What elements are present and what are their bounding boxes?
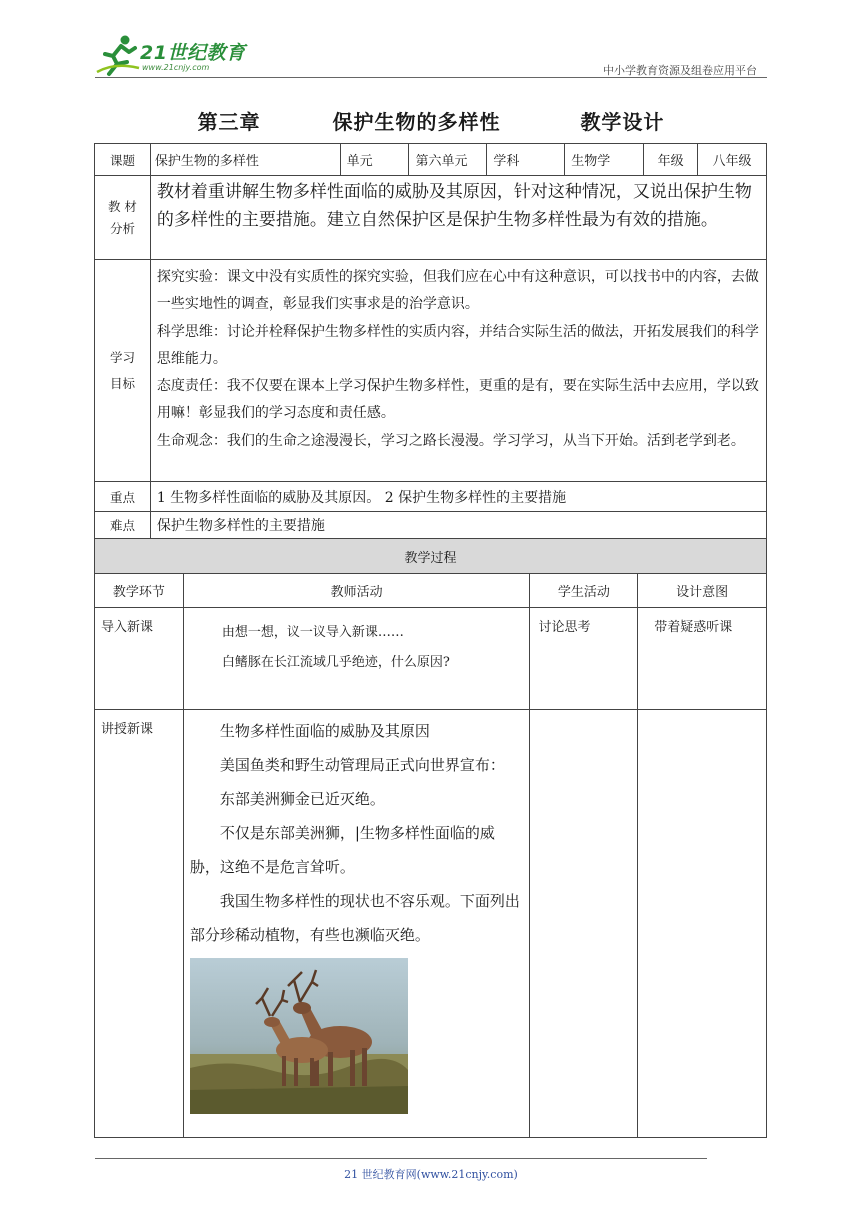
lecture-stage: 讲授新课 xyxy=(95,710,184,1138)
topic-value: 保护生物的多样性 xyxy=(150,144,340,176)
lecture-paragraph: 美国鱼类和野生动管理局正式向世界宣布： xyxy=(219,756,505,774)
platform-name: 中小学教育资源及组卷应用平台 xyxy=(603,64,757,77)
intro-teacher-line: 白鳍豚在长江流域几乎绝迹，什么原因? xyxy=(221,655,450,670)
key-points-text: 1 生物多样性面临的威胁及其原因。 2 保护生物多样性的主要措施 xyxy=(150,482,766,512)
title-chapter: 第三章 xyxy=(197,110,261,134)
key-points-label: 重点 xyxy=(95,482,151,512)
title-topic: 保护生物的多样性 xyxy=(332,110,501,134)
topic-label: 课题 xyxy=(95,144,151,176)
footer-divider xyxy=(95,1158,707,1159)
process-title: 教学过程 xyxy=(95,539,767,574)
lecture-student xyxy=(530,710,638,1138)
process-table xyxy=(94,538,767,1138)
runner-logo-icon xyxy=(95,32,141,78)
grade-value: 八年级 xyxy=(698,144,767,176)
lecture-paragraph: 我国生物多样性的现状也不容乐观。下面列出部分珍稀动植物，有些也濒临灭绝。 xyxy=(189,892,520,944)
page-footer: 21 世纪教育网(www.21cnjy.com) xyxy=(344,1168,518,1181)
column-header-intent: 设计意图 xyxy=(638,574,767,608)
goal-item: 探究实验：课文中没有实质性的探究实验，但我们应在心中有这种意识，可以找书中的内容，去做一些实地性的调查，彰显我们实事求是的治学意识。 xyxy=(156,269,759,313)
logo-text: 21世纪教育 xyxy=(140,42,246,64)
deer-photo xyxy=(190,958,408,1114)
unit-value: 第六单元 xyxy=(409,144,487,176)
intro-teacher xyxy=(183,608,530,710)
goal-item: 生命观念：我们的生命之途漫漫长，学习之路长漫漫。学习学习，从当下开始。活到老学到老。 xyxy=(156,432,745,449)
difficulty-text: 保护生物多样性的主要措施 xyxy=(150,512,766,539)
column-header-stage: 教学环节 xyxy=(95,574,184,608)
logo xyxy=(95,32,275,78)
analysis-text: 教材着重讲解生物多样性面临的威胁及其原因，针对这种情况，又说出保护生物的多样性的主要措施。建立自然保护区是保护生物多样性最为有效的措施。 xyxy=(150,176,766,260)
subject-value: 生物学 xyxy=(565,144,644,176)
document-title xyxy=(95,106,767,135)
lecture-paragraph: 生物多样性面临的威胁及其原因 xyxy=(219,722,430,740)
lecture-teacher xyxy=(183,710,530,1138)
lecture-paragraph: 不仅是东部美洲狮，|生物多样性面临的威胁，这绝不是危言耸听。 xyxy=(189,824,495,876)
lesson-info-table xyxy=(94,143,767,539)
lecture-intent xyxy=(638,710,767,1138)
intro-student: 讨论思考 xyxy=(530,608,638,710)
goal-item: 科学思维：讨论并栓释保护生物多样性的实质内容，并结合实际生活的做法，开拓发展我们的科学思维能力。 xyxy=(156,323,759,367)
lecture-paragraph: 东部美洲狮金已近灭绝。 xyxy=(219,790,385,808)
title-design: 教学设计 xyxy=(580,110,665,134)
analysis-label: 教 材 分析 xyxy=(95,176,151,260)
column-header-student: 学生活动 xyxy=(530,574,638,608)
column-header-teacher: 教师活动 xyxy=(183,574,530,608)
grade-label: 年级 xyxy=(644,144,698,176)
goals-list xyxy=(150,260,766,482)
unit-label: 单元 xyxy=(340,144,409,176)
difficulty-label: 难点 xyxy=(95,512,151,539)
header-divider xyxy=(95,77,767,78)
intro-teacher-line: 由想一想，议一议导入新课…… xyxy=(221,625,404,640)
subject-label: 学科 xyxy=(487,144,565,176)
goal-item: 态度责任：我不仅要在课本上学习保护生物多样性，更重的是有，要在实际生活中去应用，学以致用嘛！彰显我们的学习态度和责任感。 xyxy=(156,378,759,422)
intro-intent: 带着疑惑听课 xyxy=(638,608,767,710)
logo-url: www.21cnjy.com xyxy=(142,63,210,72)
intro-stage: 导入新课 xyxy=(95,608,184,710)
goals-label: 学习 目标 xyxy=(95,260,151,482)
page-header xyxy=(95,32,767,78)
